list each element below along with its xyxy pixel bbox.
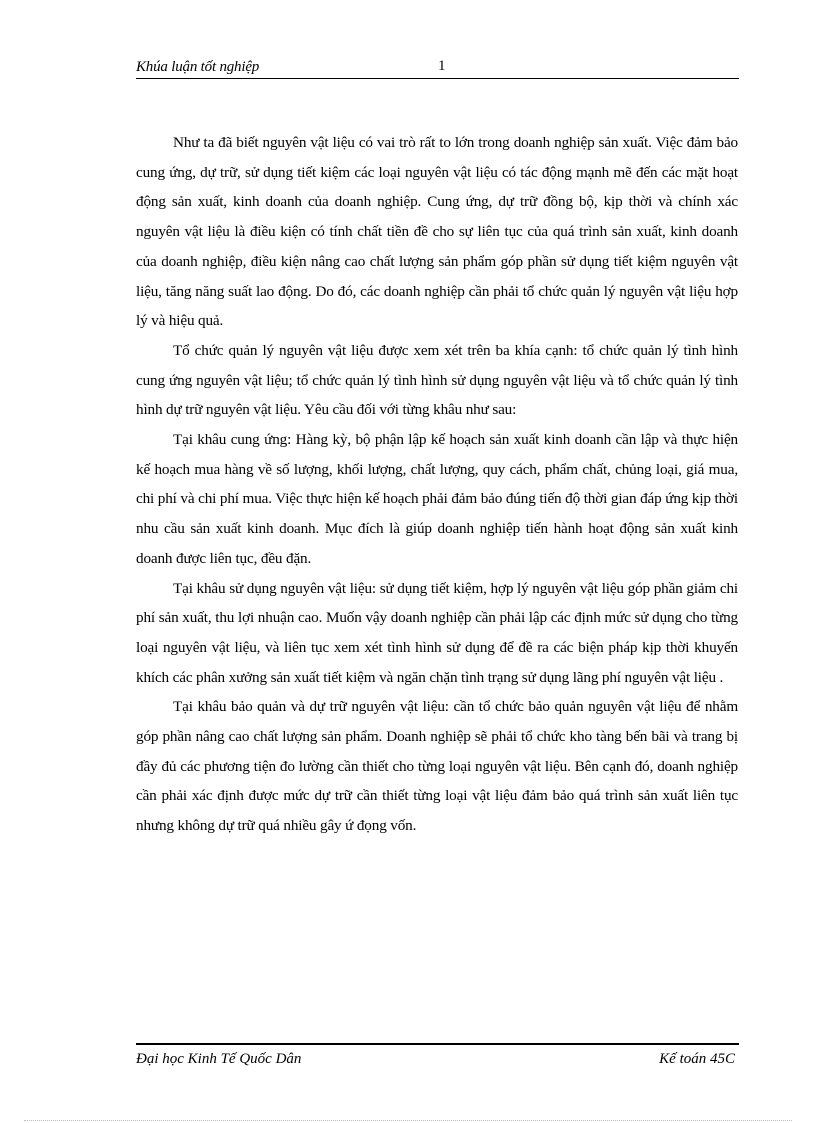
footer-university: Đại học Kinh Tế Quốc Dân bbox=[136, 1051, 302, 1067]
page-footer bbox=[136, 1043, 739, 1075]
paragraph-2: Tổ chức quản lý nguyên vật liệu được xem xét trên ba khía cạnh: tổ chức quản lý tình hình cung ứng nguyên vật liệu; tổ chức quản lý tình hình sử dụng nguyên vật liệu và tổ chức quản lý tình hình dự trữ nguyên vật liệu. Yêu cầu đối với từng khâu như sau: bbox=[136, 341, 738, 419]
paragraph-1: Như ta đã biết nguyên vật liệu có vai trò rất to lớn trong doanh nghiệp sản xuất. Việc đảm bảo cung ứng, dự trữ, sử dụng tiết kiệm các loại nguyên vật liệu có tác động mạnh mẽ đến các mặt hoạt động sản xuất, kinh doanh của doanh nghiệp. Cung ứng, dự trữ đồng bộ, kịp thời và chính xác nguyên vật liệu là điều kiện có tính chất tiền đề cho sự liên tục của quá trình sản xuất, kinh doanh của doanh nghiệp, điều kiện nâng cao chất lượng sản phẩm góp phần sử dụng tiết kiệm nguyên vật liệu, tăng năng suất lao động. Do đó, các doanh nghiệp cần phải tổ chức quản lý nguyên vật liệu hợp lý và hiệu quả. bbox=[136, 134, 738, 330]
paragraph-5: Tại khâu bảo quản và dự trữ nguyên vật liệu: cần tổ chức bảo quản nguyên vật liệu để nhằm góp phần nâng cao chất lượng sản phẩm. Doanh nghiệp sẽ phải tổ chức kho tàng bến bãi và trang bị đầy đủ các phương tiện đo lường cần thiết cho từng loại nguyên vật liệu. Bên cạnh đó, doanh nghiệp cần phải xác định được mức dự trữ cần thiết từng loại vật liệu đảm bảo quá trình sản xuất liên tục nhưng không dự trữ quá nhiều gây ứ đọng vốn. bbox=[136, 698, 738, 835]
footer-class: Kế toán 45C bbox=[659, 1051, 735, 1067]
page-header bbox=[136, 58, 739, 79]
page-number: 1 bbox=[438, 58, 446, 74]
body-text bbox=[136, 128, 738, 841]
header-title: Khúa luận tốt nghiệp bbox=[136, 59, 260, 75]
paragraph-3: Tại khâu cung ứng: Hàng kỳ, bộ phận lập kế hoạch sản xuất kinh doanh cần lập và thực hiện kế hoạch mua hàng về số lượng, khối lượng, chất lượng, quy cách, phẩm chất, chủng loại, giá mua, chi phí và chi phí mua. Việc thực hiện kế hoạch phải đảm bảo đúng tiến độ thời gian đáp ứng kịp thời nhu cầu sản xuất kinh doanh. Mục đích là giúp doanh nghiệp tiến hành hoạt động sản xuất kinh doanh được liên tục, đều đặn. bbox=[136, 431, 738, 567]
page-edge-divider bbox=[24, 1120, 792, 1121]
paragraph-4: Tại khâu sử dụng nguyên vật liệu: sử dụng tiết kiệm, hợp lý nguyên vật liệu góp phần giảm chi phí sản xuất, thu lợi nhuận cao. Muốn vậy doanh nghiệp cần phải lập các định mức sử dụng cho từng loại nguyên vật liệu, và liên tục xem xét tình hình sử dụng để đề ra các biện pháp kịp thời khuyến khích các phân xưởng sản xuất tiết kiệm và ngăn chặn tình trạng sử dụng lãng phí nguyên vật liệu . bbox=[136, 579, 738, 686]
